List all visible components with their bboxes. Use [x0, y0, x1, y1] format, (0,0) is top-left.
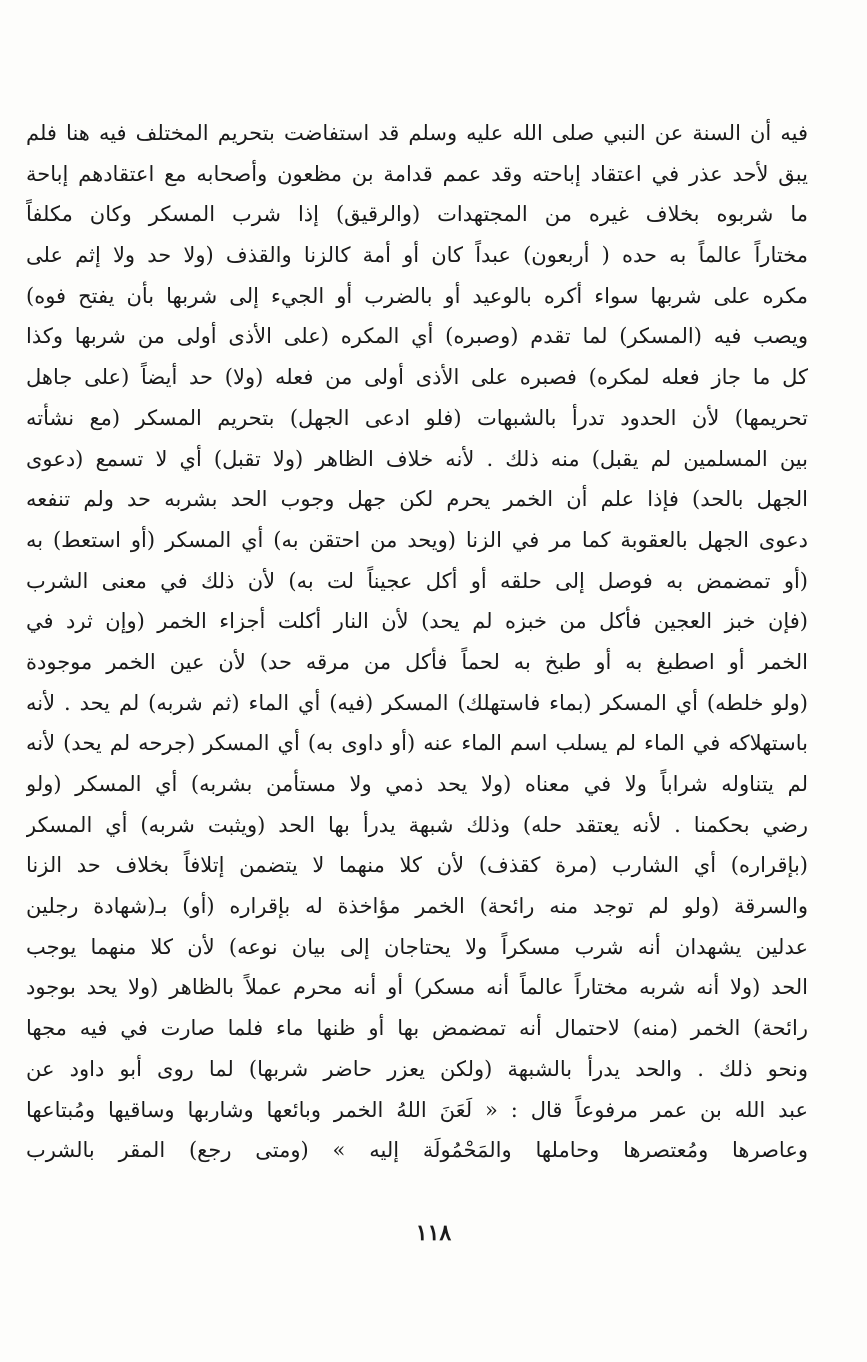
- text-line: عبد الله بن عمر مرفوعاً قال : « لَعَنَ اللهُ الخمر وبائعها وشاربها وساقيها ومُبتاعها: [26, 1097, 808, 1122]
- text-line: بين المسلمين لم يقبل) منه ذلك . لأنه خلاف الظاهر (ولا تقبل) أي لا تسمع (دعوى: [26, 446, 808, 471]
- text-line: دعوى الجهل بالعقوبة كما مر في الزنا (ويحد من احتقن به) أي المسكر (أو استعط) به: [26, 527, 808, 552]
- text-line: ويصب فيه (المسكر) لما تقدم (وصبره) أي المكره (على الأذى أولى من شربها وكذا: [26, 324, 808, 349]
- text-line: عدلين يشهدان أنه شرب مسكراً ولا يحتاجان إلى بيان نوعه) لأن كلا منهما يوجب: [26, 934, 808, 959]
- text-line: باستهلاكه في الماء لم يسلب اسم الماء عنه (أو داوى به) أي المسكر (جرحه لم يحد) لأنه: [26, 731, 808, 756]
- text-line: تحريمها) لأن الحدود تدرأ بالشبهات (فلو ادعى الجهل) بتحريم المسكر (مع نشأته: [26, 405, 808, 430]
- text-line: الخمر أو اصطبغ به أو طبخ به لحماً فأكل من مرقه حد) لأن عين الخمر موجودة: [26, 649, 808, 674]
- text-line: الحد (ولا أنه شربه مختاراً عالماً أنه مسكر) أو أنه محرم عملاً بالظاهر (ولا يحد بوجود: [26, 975, 808, 1000]
- text-line: فيه أن السنة عن النبي صلى الله عليه وسلم قد استفاضت بتحريم المختلف فيه هنا فلم: [26, 121, 808, 145]
- text-line: رضي بحكمنا . لأنه يعتقد حله) وذلك شبهة يدرأ بها الحد (ويثبت شربه) أي المسكر: [26, 812, 808, 837]
- text-line: (ولو خلطه) أي المسكر (بماء فاستهلك) المسكر (فيه) أي الماء (ثم شربه) لم يحد . لأنه: [26, 690, 808, 715]
- text-line: يبق لأحد عذر في اعتقاد إباحته وقد عمم قدامة بن مظعون وأصحابه مع اعتقادهم إباحة: [26, 161, 808, 186]
- text-line: (بإقراره) أي الشارب (مرة كقذف) لأن كلا منهما لا يتضمن إتلافاً بخلاف حد الزنا: [26, 853, 808, 878]
- page-number: ١١٨: [415, 1220, 452, 1246]
- text-line: لم يتناوله شراباً ولا في معناه (ولا يحد ذمي ولا مستأمن بشربه) أي المسكر (ولو: [26, 772, 808, 796]
- text-line: الجهل بالحد) فإذا علم أن الخمر يحرم لكن جهل وجوب الحد بشربه حد ولم تنفعه: [26, 487, 808, 512]
- text-line: مختاراً عالماً به حده ( أربعون) عبداً كان أو أمة كالزنا والقذف (ولا حد ولا إثم على: [26, 243, 808, 268]
- text-line: ما شربوه بخلاف غيره من المجتهدات (والرقيق) إذا شرب المسكر وكان مكلفاً: [26, 202, 808, 227]
- text-line: وعاصرها ومُعتصرها وحاملها والمَحْمُولَة إليه » (ومتى رجع) المقر بالشرب: [26, 1138, 808, 1163]
- text-line: رائحة) الخمر (منه) لاحتمال أنه تمضمض بها أو ظنها ماء فلما صارت في فيه مجها: [26, 1016, 808, 1041]
- text-line: مكره على شربها سواء أكره بالوعيد أو بالضرب أو الجيء إلى شربها بأن يفتح فوه): [26, 283, 808, 308]
- text-line: (فإن خبز العجين فأكل من خبزه لم يحد) لأن النار أكلت أجزاء الخمر (وإن ثرد في: [26, 609, 808, 634]
- body-text: [26, 113, 808, 1171]
- text-line: كل ما جاز فعله لمكره) فصبره على الأذى أولى من فعله (ولا) حد أيضاً (على جاهل: [26, 365, 808, 390]
- text-line: والسرقة (ولو لم توجد منه رائحة) الخمر مؤاخذة له بإقراره (أو) بـ(شهادة رجلين: [26, 894, 808, 919]
- text-line: (أو تمضمض به فوصل إلى حلقه أو أكل عجيناً لت به) لأن ذلك في معنى الشرب: [26, 568, 808, 593]
- text-line: ونحو ذلك . والحد يدرأ بالشبهة (ولكن يعزر حاضر شربها) لما روى أبو داود عن: [26, 1056, 808, 1081]
